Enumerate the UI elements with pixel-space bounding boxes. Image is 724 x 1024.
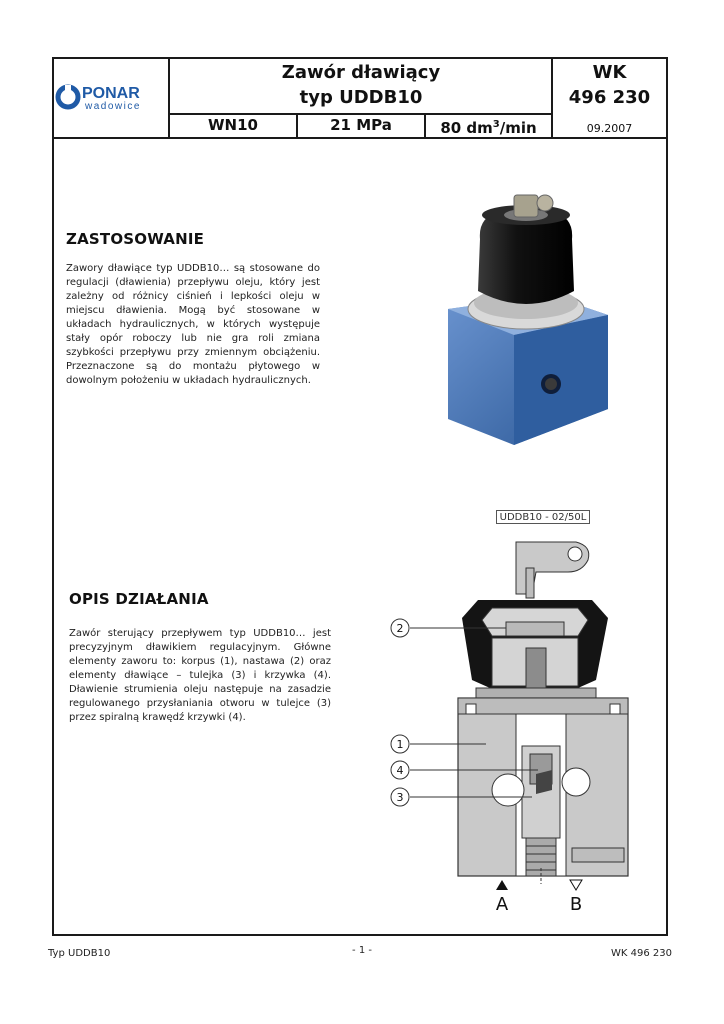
callout-4: 4 — [396, 764, 404, 777]
spec-flow-value: 80 dm — [440, 119, 493, 137]
port-a-label: A — [495, 894, 509, 915]
document-title — [170, 60, 552, 110]
issue-date: 09.2007 — [586, 122, 633, 135]
header-bottom-line — [52, 137, 668, 139]
logo-sub: wadowice — [85, 101, 141, 112]
callout-3: 3 — [396, 791, 404, 804]
footer-left: Typ UDDB10 — [48, 948, 111, 959]
spec-pressure: 21 MPa — [330, 116, 392, 134]
spec-flow-exponent: 3 — [492, 119, 500, 130]
title-line-2: typ UDDB10 — [299, 87, 423, 108]
ponar-logo — [55, 82, 167, 112]
operation-text: Zawór sterujący przepływem typ UDDB10… jest precyzyjnym dławikiem regulacyjnym. Główne elementy zaworu to: korpus (1), nastawa (2) oraz elementy dławiące – tulejka (3) i krzywka (4). Dławienie strumienia oleju następuje na zasadzie regulowanego przysłaniania otworu w tulejce (3) przez spiralną krawędź krzywki (4). — [69, 628, 331, 723]
spec-size: WN10 — [208, 116, 258, 134]
spec-flow — [426, 114, 551, 136]
catalog-number — [553, 60, 666, 110]
footer-page-number: - 1 - — [352, 945, 372, 956]
callout-2: 2 — [396, 622, 404, 635]
application-heading: ZASTOSOWANIE — [66, 230, 205, 248]
title-line-1: Zawór dławiący — [281, 62, 441, 83]
operation-heading: OPIS DZIAŁANIA — [69, 590, 209, 608]
port-b-label: B — [569, 894, 583, 915]
catalog-number-line-1: WK — [592, 62, 627, 83]
valve-photo — [434, 187, 624, 449]
spec-flow-unit: /min — [499, 119, 537, 137]
catalog-number-line-2: 496 230 — [568, 87, 651, 108]
drawing-caption: UDDB10 - 02/50L — [496, 510, 590, 524]
callout-1: 1 — [396, 738, 404, 751]
valve-section-drawing — [366, 538, 666, 918]
logo-brand: PONAR — [82, 85, 140, 102]
application-text: Zawory dławiące typ UDDB10… są stosowane do regulacji (dławienia) przepływu oleju, który jest zależny od różnicy ciśnień i lepkości oleju w miejscu dławienia. Mogą być stosowane w układach hydraulicznych, w których występuje stały opór roboczy lub nie gra roli zmiana szybkości przepływu przy zmiennym obciążeniu. Przeznaczone są do montażu płytowego w dowolnym położeniu w układach hydraulicznych. — [66, 263, 320, 386]
footer-right: WK 496 230 — [611, 948, 672, 959]
